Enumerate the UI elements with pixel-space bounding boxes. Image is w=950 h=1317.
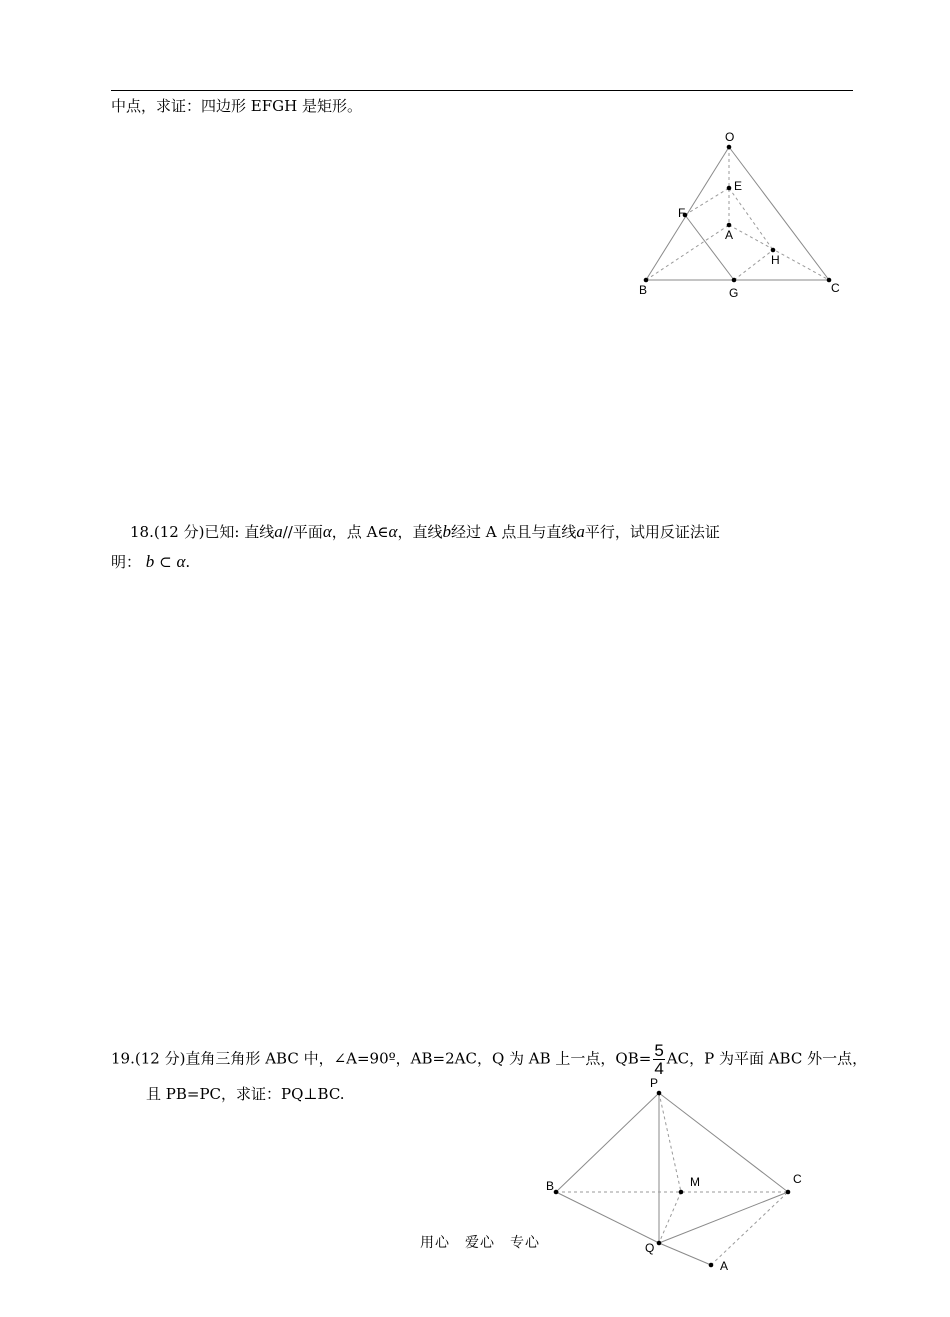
q17-statement-tail: 中点，求证：四边形 EFGH 是矩形。 [111,97,362,115]
label-b: B [546,1179,555,1193]
label-f: F [678,206,686,220]
label-c: C [831,281,840,295]
point-p [657,1091,662,1096]
label-e: E [734,179,743,193]
q18-line-a: a [274,522,283,541]
q19-number: 19. [111,1049,135,1068]
point-b [554,1190,559,1195]
label-c: C [793,1172,802,1186]
label-o: O [725,130,735,144]
point-q [657,1241,662,1246]
label-a: A [720,1259,729,1273]
label-b: B [639,283,648,297]
label-g: G [729,286,739,300]
q19-score: (12 分) [134,1049,186,1068]
q19-fraction: $\frac{5}{4}$ [654,1041,664,1078]
point-c [786,1190,791,1195]
q19-line2: 且 PB=PC，求证：PQ⊥BC. [146,1085,345,1103]
page-footer: 用心 爱心 专心 [420,1235,540,1251]
label-q: Q [645,1241,655,1255]
q18-line1: 18.(12 分)已知: 直线a//平面α，点 A∈α，直线b经过 A 点且与直线a平行，试用反证法证 [130,522,720,541]
label-h: H [771,253,780,267]
point-m [679,1190,684,1195]
q19-line1: 19.(12 分)直角三角形 ABC 中，∠A=90º，AB=2AC，Q 为 AB 上一点，QB= $\frac{5}{4}$ AC，P 为平面 ABC 外一点， [111,1041,868,1078]
q18-score: (12 分) [153,523,205,541]
q18-number: 18. [130,523,154,541]
point-a [709,1263,714,1268]
label-a: A [725,228,734,242]
label-m: M [690,1175,700,1189]
label-p: P [650,1076,659,1090]
q18-line2: 明： b ⊂ α. [111,552,191,571]
q18-plane-alpha: α [322,522,332,541]
q18-line-b: b [442,522,451,541]
